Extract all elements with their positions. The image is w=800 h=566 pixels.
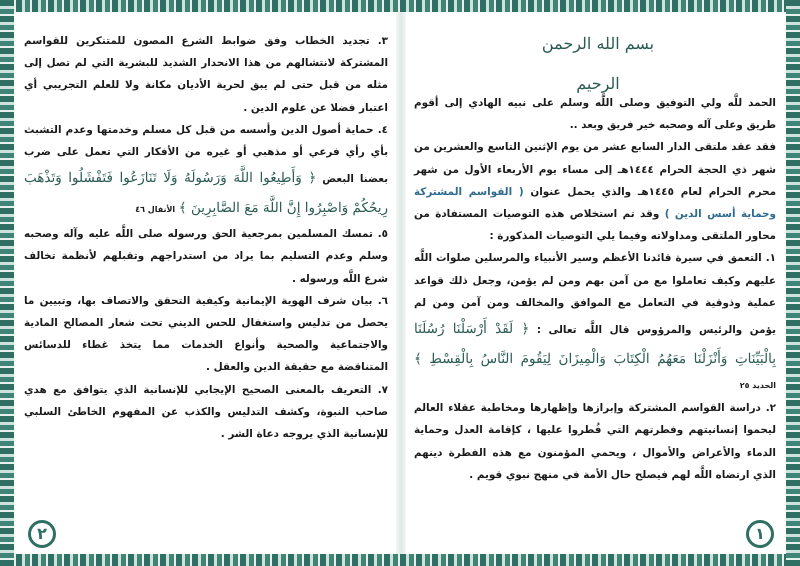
page-spine	[396, 12, 406, 554]
recommendation-7: ٧. التعريف بالمعنى الصحيح الإيجابي للإنسانية الذي يتوافق مع هدي صاحب النبوة، وكشف التدليس والكذب عن المفهوم الخاطئ السلبي للإنسانية الذي يروجه دعاة الشر .	[24, 383, 388, 441]
ornamental-border-top	[0, 0, 800, 12]
recommendation-5: ٥. تمسك المسلمين بمرجعية الحق ورسوله صلى اللَّه عليه وآله وصحبه وسلم وعدم التسليم بما يراد من استدراجهم وتقبلهم لأنظمة تخالف شرع اللَّه ورسوله .	[24, 228, 388, 285]
quran-verse-anfal: ﴿ وَأَطِيعُوا اللَّهَ وَرَسُولَهُ وَلَا تَنَازَعُوا فَتَفْشَلُوا وَتَذْهَبَ رِيحُكُمْ وَاصْبِرُوا إِنَّ اللَّهَ مَعَ الصَّابِرِينَ ﴾	[24, 170, 388, 217]
recommendation-3: ٣. تجديد الخطاب وفق ضوابط الشرع المصون للمتنكرين للقواسم المشتركة لانتشالهم من هذا الانحدار الشديد للبشرية التي لم تصل إلى مثله من قبل حتى لم يبق لحرية الأديان مكانة ولا للعلم التجريبي أي اعتبار فضلا عن علوم الدين .	[24, 35, 388, 114]
meeting-paragraph: فقد عقد ملتقى الدار السابع عشر من يوم الإثنين التاسع والعشرين من شهر ذي الحجة الحرام ١٤٤٤هـ إلى مساء يوم الأربعاء الأول من شهر محرم الحرام لعام ١٤٤٥هـ والذي يحمل عنوان ( القواسم المشتركة وحماية أسس الدين ) وقد تم استخلاص هذه التوصيات المستفادة من محاور الملتقى ومداولاته وفيما يلي التوصيات المذكورة :	[414, 141, 777, 243]
verse-reference-hadid: الحديد ٢٥	[739, 381, 776, 391]
basmala-calligraphy: بسم الله الرحمن الرحيم	[541, 34, 655, 93]
ornamental-border-right	[786, 0, 800, 566]
recommendation-1: ١. التعمق في سيرة قائدنا الأعظم وسير الأنبياء والمرسلين صلوات اللَّه عليهم وكيف تعاملوا مع من آمن بهم ومن لم يؤمن، وجعل ذلك قواعد عملية وذوقية في التعامل مع الموافق والمخالف ومن آمن ومن لم يؤمن والرئيس والمرؤوس قال اللَّه تعالى : ﴿ لَقَدْ أَرْسَلْنَا رُسُلَنَا بِالْبَيِّنَاتِ وَأَنْزَلْنَا مَعَهُمُ الْكِتَابَ وَالْمِيزَانَ لِيَقُومَ النَّاسُ بِالْقِسْطِ ﴾ الحديد ٢٥	[414, 252, 776, 391]
recommendation-6: ٦. بيان شرف الهوية الإيمانية وكيفية التحقق والاتصاف بها، وتبيين ما يحصل من تدليس واستغفال للحس الديني تحت شعار المصالح المادية والاجتماعية والصحية وأنواع الخدمات مما يتخذ غطاء للدسائس المتناقضة مع حقيقة الدين والعقل .	[24, 294, 388, 374]
left-page-text	[24, 30, 388, 445]
recommendation-2: ٢. دراسة القواسم المشتركة وإبرازها وإظهارها ومخاطبة عقلاء العالم ليحموا إنسانيتهم وفطرتهم التي فُطروا عليها ، كإقامة العدل وحماية الدماء والأعراض والأموال ، ويحمي المؤمنون مع هذه الفطرة دينهم الذي ارتضاه اللَّه لهم فيصلح حال الأمة في منهج نبوي قويم .	[414, 402, 776, 481]
quran-verse-hadid: ﴿ لَقَدْ أَرْسَلْنَا رُسُلَنَا بِالْبَيِّنَاتِ وَأَنْزَلْنَا مَعَهُمُ الْكِتَابَ وَالْمِيزَانَ لِيَقُومَ النَّاسُ بِالْقِسْطِ ﴾	[414, 321, 776, 368]
right-page-text	[414, 92, 776, 486]
intro-paragraph: الحمد للَّه ولي التوفيق وصلى اللَّه وسلم على نبيه الهادي إلى أقوم طريق وعلى آله وصحبه خير فريق وبعد ..	[414, 97, 776, 132]
left-page	[18, 14, 394, 550]
verse-reference-anfal: الأنفال ٤٦	[135, 205, 176, 215]
right-page	[408, 14, 782, 550]
recommendation-4: ٤. حماية أصول الدين وأسسه من قبل كل مسلم وخدمتها وعدم التشبث بأي رأي فرعي أو مذهبي أو غيره من الأفكار التي تعمل على ضرب بعضنا البعض ﴿ وَأَطِيعُوا اللَّهَ وَرَسُولَهُ وَلَا تَنَازَعُوا فَتَفْشَلُوا وَتَذْهَبَ رِيحُكُمْ وَاصْبِرُوا إِنَّ اللَّهَ مَعَ الصَّابِرِينَ ﴾ الأنفال ٤٦	[24, 123, 388, 217]
ornamental-border-left	[0, 0, 14, 566]
page-number-badge: ١	[746, 520, 774, 548]
meeting-title: ( القواسم المشتركة وحماية أسس الدين )	[414, 185, 776, 221]
ornamental-border-bottom	[0, 554, 800, 566]
page-number-badge: ٢	[28, 520, 56, 548]
